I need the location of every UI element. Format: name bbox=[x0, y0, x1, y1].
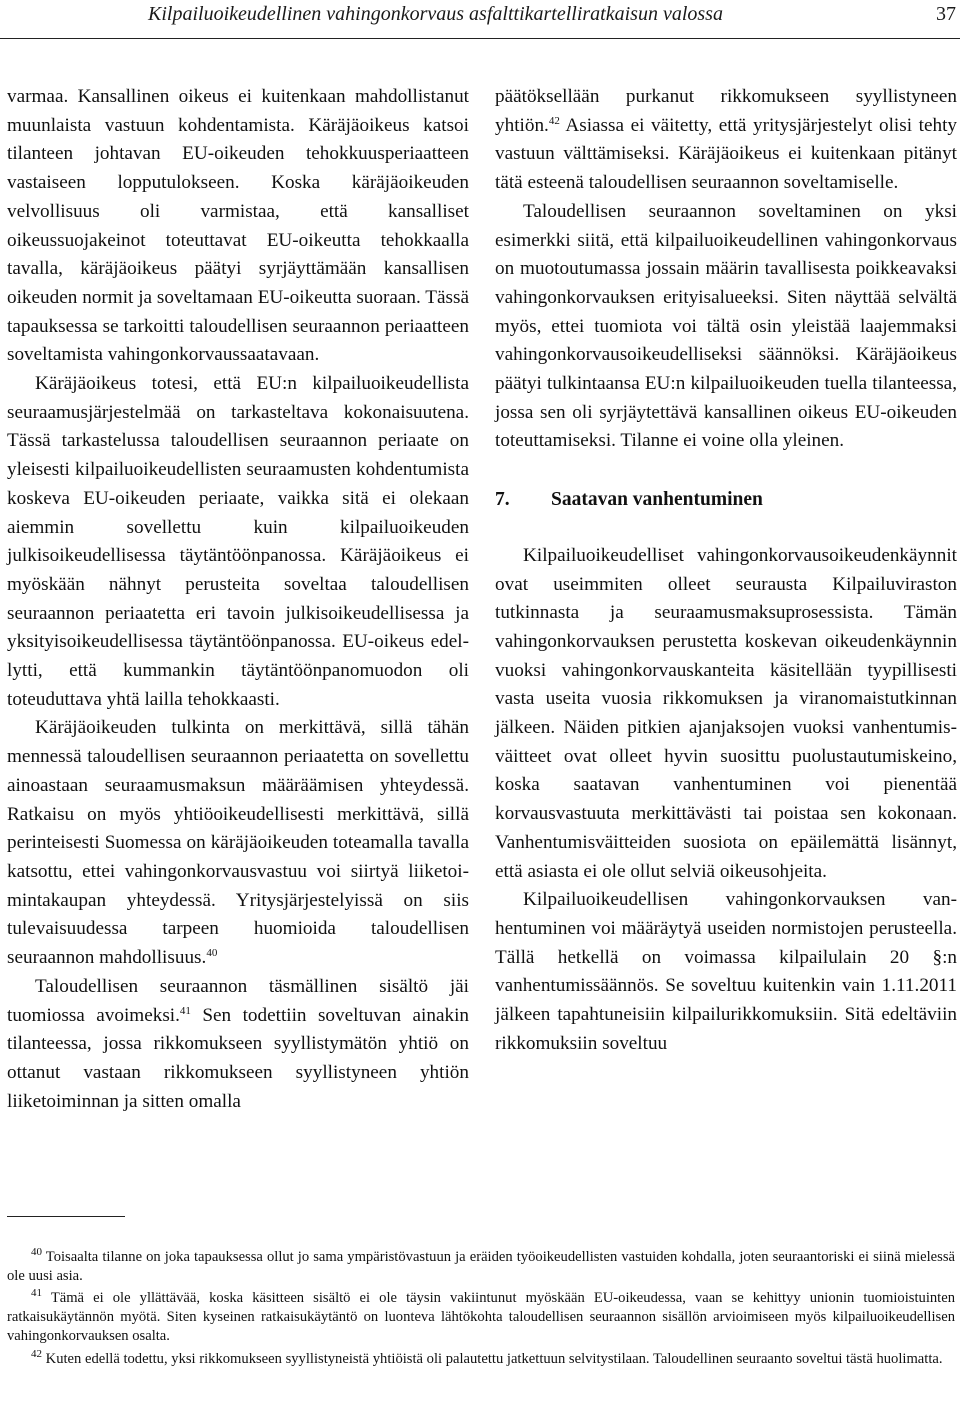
footnote-text: Toisaalta tilanne on joka tapauksessa ollut jo sama ympäristövastuun ja eräiden työoikeudellisten vastuiden kohdalla, joten seuraantoriski ei siinä mielessä ole uusi asia. bbox=[7, 1249, 955, 1284]
running-header bbox=[0, 0, 960, 39]
footnote bbox=[7, 1248, 955, 1285]
paragraph-text: Sen todettiin soveltuvan ainakin tilanteessa, jossa rikkomukseen syyllistymätön yhtiö on ottanut vastaan rikkomukseen syyllistyneen yhtiön liiketoiminnan ja sitten omalla bbox=[7, 1004, 469, 1112]
page-number: 37 bbox=[936, 3, 956, 25]
footnote-ref[interactable]: 41 bbox=[179, 1004, 191, 1017]
footnote-divider bbox=[7, 1216, 125, 1217]
footnote bbox=[7, 1289, 955, 1345]
footnote-text: Kuten edellä todettu, yksi rikkomukseen syyllistyneistä yhtiöistä oli palautettu jatkettuun selvitystilaan. Taloudellinen seuraanto soveltui tästä huolimatta. bbox=[42, 1350, 943, 1367]
section-title: Saatavan vanhentuminen bbox=[551, 489, 763, 511]
right-column bbox=[495, 83, 957, 1059]
paragraph bbox=[7, 973, 469, 1117]
footnote-number: 40 bbox=[31, 1246, 42, 1258]
footnote-number: 42 bbox=[31, 1347, 42, 1360]
section-heading bbox=[495, 486, 957, 515]
left-column bbox=[7, 83, 469, 1116]
section-number: 7. bbox=[495, 489, 510, 511]
paragraph bbox=[495, 83, 957, 198]
footnotes bbox=[7, 1248, 955, 1368]
footnote-number: 41 bbox=[31, 1287, 42, 1300]
paragraph: Kilpailuoikeudellisen vahingonkorvauksen vanhentuminen voi määräytyä useiden normistojen perusteella. Tällä hetkellä on voimassa kilpailulain 20 §:n vanhentumissäännös. Se soveltuu kuitenkin vain 1.11.2011 jälkeen tapahtuneisiin kilpailurikkomuksiin. Sitä edeltäviin rikkomuksiin soveltuu bbox=[495, 889, 957, 1054]
footnote-ref[interactable]: 42 bbox=[548, 114, 560, 127]
paragraph: Käräjäoikeus totesi, että EU:n kilpailuoikeudellista seuraamusjärjestelmää on tarkasteltava kokonaisuutena. Tässä tarkastelussa taloudellisen seuraannon periaate on yleisesti kilpailuoikeudellisten seuraamusten kohdentumista koskeva EU-oikeuden periaate, vaikka sitä ei olekaan aiemmin sovellettu kuin kilpailuoikeuden julkisoikeudellisessa täytäntöönpanossa. Käräjäoikeus ei myöskään nähnyt perusteita soveltaa taloudellisen seuraannon periaatetta eri tavoin julkisoikeudellisessa ja yksityisoikeudellisessa täytäntöönpanossa. EU-oikeus edellytti, että kummankin täytäntöönpanomuodon oli toteuduttava yhtä lailla tehokkaasti. bbox=[7, 373, 469, 710]
paragraph-text: Asiassa ei väitetty, että yritysjärjestelyt olisi tehty vastuun välttämiseksi. Käräjäoikeus ei kuitenkaan pitänyt tätä esteenä taloudellisen seuraannon soveltamiselle. bbox=[495, 114, 957, 194]
footnote bbox=[7, 1347, 955, 1369]
paragraph-text: Käräjäoikeuden tulkinta on merkittävä, sillä tähän mennessä taloudellisen seuraannon periaatetta on sovellettu ainoastaan seuraamusmaksun määräämisen yhteydessä. Ratkaisu on myös yhtiöoikeudellisesti merkittävä, sillä perinteisesti Suomessa on käräjäoikeuden toteamalla tavalla katsottu, ettei vahingonkorvausvastuu voi siirtyä liiketoimintakaupan yhteydessä. Yritysjärjestelyissä on siis tulevaisuudessa tarpeen huomioida taloudellisen seuraannon mahdollisuus. bbox=[7, 717, 469, 969]
footnote-ref[interactable]: 40 bbox=[206, 947, 218, 960]
running-title: Kilpailuoikeudellinen vahingonkorvaus asfalttikartelliratkaisun valossa bbox=[148, 3, 723, 25]
paragraph-text: Taloudellisen seuraannon täsmällinen sisältö jäi tuomiossa avoimeksi. bbox=[7, 975, 469, 1026]
paragraph bbox=[7, 714, 469, 972]
paragraph: Kilpailuoikeudelliset vahingonkorvausoikeudenkäynnit ovat useimmiten olleet seurausta Kilpailuviraston tutkinnasta ja seuraamusmaksuprosessista. Tämän vahingonkorvauksen perustetta koskevan oikeudenkäynnin vuoksi vahingonkorvauskanteita käsitellään tyypillisesti vasta useita vuosia rikkomuksen ja viranomaistutkinnan jälkeen. Näiden pitkien ajanjaksojen vuoksi vanhentumisväitteet ovat olleet hyvin suosittu puolustautumiskeino, koska saatavan vanhentuminen voi pienentää korvausvastuuta merkittävästi tai poistaa sen kokonaan. Vanhentumisväitteiden suosiota on epäilemättä lisännyt, että asiasta ei ole ollut selviä oikeusohjeita. bbox=[495, 544, 957, 882]
paragraph: Taloudellisen seuraannon soveltaminen on yksi esimerkki siitä, että kilpailuoikeudellinen vahingonkorvaus on muotoutumassa jossain määrin tavallisesta poikkeavaksi vahingonkorvauksen erityisalueeksi. Siten näyttää selvältä myös, ettei tuomiota voi tältä osin yleistää laajemmaksi vahingonkorvausoikeudelliseksi säännöksi. Käräjäoikeus päätyi tulkintaansa EU:n kilpailuoikeuden tuella tilanteessa, jossa sen oli syrjäytettävä kansallinen oikeus EU-oikeuden toteuttamiseksi. Tilanne ei voine olla yleinen. bbox=[495, 200, 957, 452]
paragraph-text: päätöksellään purkanut rikkomukseen syyllistyneen yhtiön. bbox=[495, 86, 957, 136]
footnote-text: Tämä ei ole yllättävää, koska käsitteen sisältö ei ole täysin vakiintunut myöskään EU-oikeudessa, vaan se kehittyy unionin tuomioistuinten ratkaisukäytännön myötä. Siten kyseinen ratkaisukäytäntö on luonteva lähtökohta taloudellisen seuraannon sisällön arvioimiseen myös kilpailuoikeudellisen vahingonkorvauksen osalta. bbox=[7, 1290, 955, 1344]
paragraph: varmaa. Kansallinen oikeus ei kuitenkaan mahdollistanut muunlaista vastuun kohdentamista. Käräjäoikeus katsoi tilanteen johtavan EU-oikeuden tehokkuusperiaatteen vastaiseen lopputulokseen. Koska käräjäoikeuden velvollisuus oli varmistaa, että kansalliset oikeussuojakeinot toteuttavat EU-oikeutta tehokkaalla tavalla, käräjäoikeus päätyi syrjäyttämään kansallisen oikeuden normit ja soveltamaan EU-oikeutta suoraan. Tässä tapauksessa se tarkoitti taloudellisen seuraannon periaatteen soveltamista vahingonkorvaussaatavaan. bbox=[7, 86, 469, 366]
